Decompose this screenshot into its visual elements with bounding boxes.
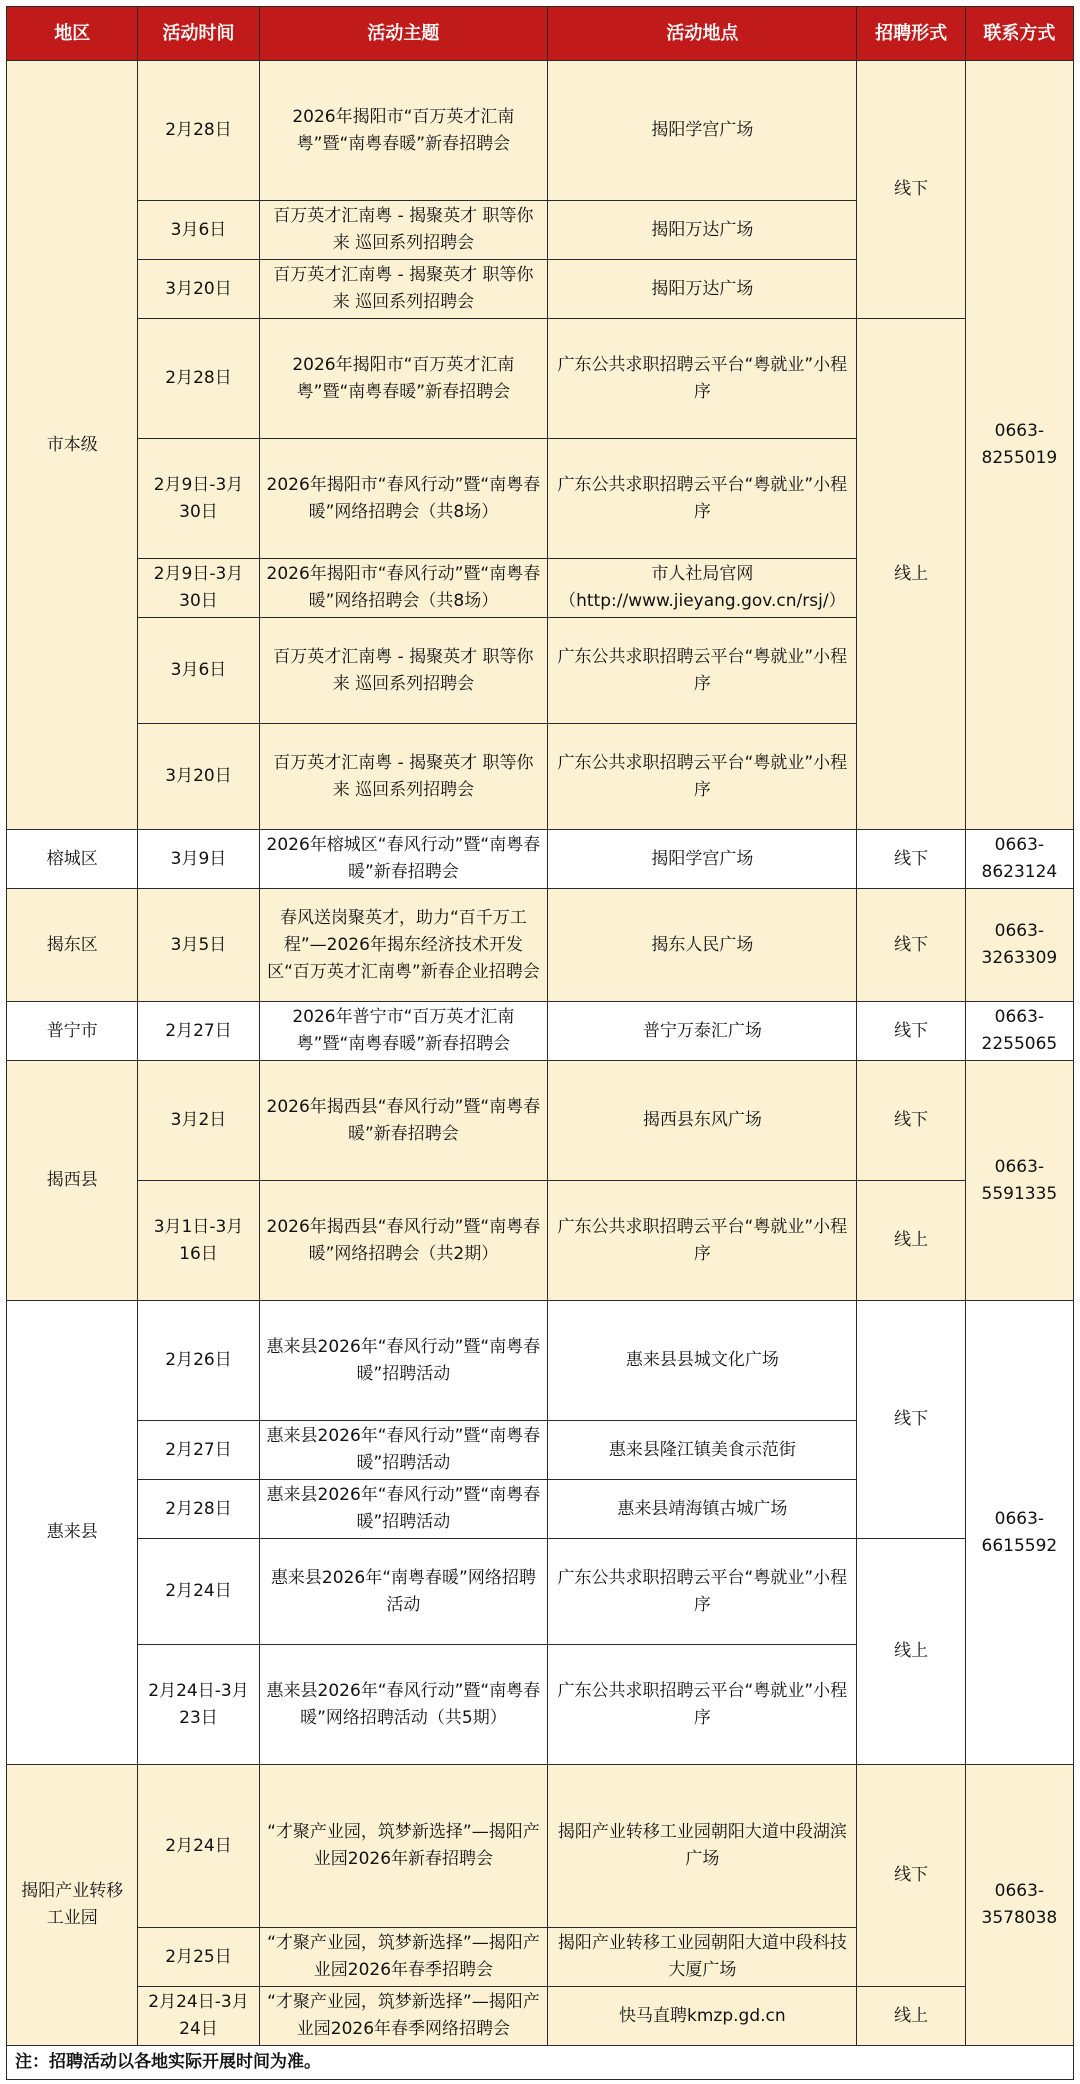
topic-cell: 惠来县2026年“春风行动”暨“南粤春暖”招聘活动 (259, 1301, 548, 1421)
region-cell: 惠来县 (7, 1301, 138, 1765)
date-cell: 2月27日 (138, 1002, 259, 1061)
date-cell: 3月20日 (138, 260, 259, 319)
topic-cell: 2026年揭西县“春风行动”暨“南粤春暖”新春招聘会 (259, 1061, 548, 1181)
mode-cell: 线下 (857, 1301, 965, 1539)
table-row (7, 830, 1074, 889)
region-cell: 市本级 (7, 61, 138, 830)
date-cell: 2月9日-3月30日 (138, 439, 259, 559)
topic-cell: “才聚产业园，筑梦新选择”—揭阳产业园2026年春季招聘会 (259, 1928, 548, 1987)
recruitment-table (6, 6, 1074, 2046)
topic-cell: 2026年揭阳市“春风行动”暨“南粤春暖”网络招聘会（共8场） (259, 559, 548, 618)
topic-cell: 2026年揭西县“春风行动”暨“南粤春暖”网络招聘会（共2期） (259, 1181, 548, 1301)
date-cell: 3月9日 (138, 830, 259, 889)
topic-cell: 百万英才汇南粤 - 揭聚英才 职等你来 巡回系列招聘会 (259, 260, 548, 319)
venue-cell: 揭东人民广场 (548, 889, 857, 1002)
contact-cell: 0663-2255065 (965, 1002, 1073, 1061)
table-row (7, 1002, 1074, 1061)
topic-cell: 2026年揭阳市“春风行动”暨“南粤春暖”网络招聘会（共8场） (259, 439, 548, 559)
topic-cell: “才聚产业园，筑梦新选择”—揭阳产业园2026年新春招聘会 (259, 1765, 548, 1928)
date-cell: 2月25日 (138, 1928, 259, 1987)
table-row (7, 1301, 1074, 1421)
date-cell: 3月6日 (138, 618, 259, 724)
topic-cell: 惠来县2026年“南粤春暖”网络招聘活动 (259, 1539, 548, 1645)
date-cell: 2月28日 (138, 61, 259, 201)
topic-cell: 惠来县2026年“春风行动”暨“南粤春暖”招聘活动 (259, 1421, 548, 1480)
region-cell: 揭西县 (7, 1061, 138, 1301)
date-cell: 2月9日-3月30日 (138, 559, 259, 618)
venue-cell: 广东公共求职招聘云平台“粤就业”小程序 (548, 618, 857, 724)
contact-cell: 0663-8623124 (965, 830, 1073, 889)
venue-cell: 揭西县东风广场 (548, 1061, 857, 1181)
mode-cell: 线上 (857, 1181, 965, 1301)
topic-cell: 2026年榕城区“春风行动”暨“南粤春暖”新春招聘会 (259, 830, 548, 889)
contact-cell: 0663-3578038 (965, 1765, 1073, 2046)
venue-cell: 快马直聘kmzp.gd.cn (548, 1987, 857, 2046)
venue-cell: 惠来县县城文化广场 (548, 1301, 857, 1421)
venue-cell: 广东公共求职招聘云平台“粤就业”小程序 (548, 439, 857, 559)
date-cell: 3月6日 (138, 201, 259, 260)
header-contact: 联系方式 (965, 7, 1073, 61)
venue-cell: 惠来县隆江镇美食示范街 (548, 1421, 857, 1480)
venue-cell: 惠来县靖海镇古城广场 (548, 1480, 857, 1539)
venue-cell: 市人社局官网（http://www.jieyang.gov.cn/rsj/） (548, 559, 857, 618)
mode-cell: 线上 (857, 1539, 965, 1765)
table-row (7, 889, 1074, 1002)
date-cell: 2月27日 (138, 1421, 259, 1480)
topic-cell: 百万英才汇南粤 - 揭聚英才 职等你来 巡回系列招聘会 (259, 724, 548, 830)
venue-cell: 揭阳学宫广场 (548, 830, 857, 889)
date-cell: 2月28日 (138, 319, 259, 439)
date-cell: 2月24日 (138, 1539, 259, 1645)
region-cell: 榕城区 (7, 830, 138, 889)
region-cell: 普宁市 (7, 1002, 138, 1061)
mode-cell: 线下 (857, 1061, 965, 1181)
venue-cell: 广东公共求职招聘云平台“粤就业”小程序 (548, 724, 857, 830)
topic-cell: 百万英才汇南粤 - 揭聚英才 职等你来 巡回系列招聘会 (259, 201, 548, 260)
venue-cell: 揭阳万达广场 (548, 260, 857, 319)
region-cell: 揭东区 (7, 889, 138, 1002)
table-row (7, 1765, 1074, 1928)
date-cell: 2月26日 (138, 1301, 259, 1421)
topic-cell: 2026年揭阳市“百万英才汇南粤”暨“南粤春暖”新春招聘会 (259, 319, 548, 439)
topic-cell: “才聚产业园，筑梦新选择”—揭阳产业园2026年春季网络招聘会 (259, 1987, 548, 2046)
table-row (7, 61, 1074, 201)
mode-cell: 线下 (857, 1002, 965, 1061)
header-row (7, 7, 1074, 61)
venue-cell: 广东公共求职招聘云平台“粤就业”小程序 (548, 1539, 857, 1645)
header-region: 地区 (7, 7, 138, 61)
contact-cell: 0663-3263309 (965, 889, 1073, 1002)
table-row (7, 1539, 1074, 1645)
venue-cell: 广东公共求职招聘云平台“粤就业”小程序 (548, 1181, 857, 1301)
header-mode: 招聘形式 (857, 7, 965, 61)
table-row (7, 1061, 1074, 1181)
venue-cell: 揭阳产业转移工业园朝阳大道中段科技大厦广场 (548, 1928, 857, 1987)
region-cell: 揭阳产业转移工业园 (7, 1765, 138, 2046)
table-row (7, 319, 1074, 439)
date-cell: 2月24日-3月23日 (138, 1645, 259, 1765)
table-row (7, 1987, 1074, 2046)
mode-cell: 线下 (857, 61, 965, 319)
topic-cell: 惠来县2026年“春风行动”暨“南粤春暖”招聘活动 (259, 1480, 548, 1539)
table-row (7, 1181, 1074, 1301)
contact-cell: 0663-5591335 (965, 1061, 1073, 1301)
venue-cell: 广东公共求职招聘云平台“粤就业”小程序 (548, 1645, 857, 1765)
topic-cell: 2026年揭阳市“百万英才汇南粤”暨“南粤春暖”新春招聘会 (259, 61, 548, 201)
date-cell: 3月2日 (138, 1061, 259, 1181)
mode-cell: 线下 (857, 889, 965, 1002)
mode-cell: 线下 (857, 1765, 965, 1987)
venue-cell: 揭阳学宫广场 (548, 61, 857, 201)
header-topic: 活动主题 (259, 7, 548, 61)
date-cell: 2月28日 (138, 1480, 259, 1539)
topic-cell: 春风送岗聚英才，助力“百千万工程”—2026年揭东经济技术开发区“百万英才汇南粤”新春企业招聘会 (259, 889, 548, 1002)
recruitment-schedule (6, 6, 1074, 2080)
contact-cell: 0663-6615592 (965, 1301, 1073, 1765)
contact-cell: 0663-8255019 (965, 61, 1073, 830)
mode-cell: 线上 (857, 319, 965, 830)
venue-cell: 广东公共求职招聘云平台“粤就业”小程序 (548, 319, 857, 439)
date-cell: 3月1日-3月16日 (138, 1181, 259, 1301)
date-cell: 3月5日 (138, 889, 259, 1002)
topic-cell: 2026年普宁市“百万英才汇南粤”暨“南粤春暖”新春招聘会 (259, 1002, 548, 1061)
date-cell: 3月20日 (138, 724, 259, 830)
venue-cell: 普宁万泰汇广场 (548, 1002, 857, 1061)
topic-cell: 百万英才汇南粤 - 揭聚英才 职等你来 巡回系列招聘会 (259, 618, 548, 724)
date-cell: 2月24日-3月24日 (138, 1987, 259, 2046)
footnote: 注：招聘活动以各地实际开展时间为准。 (6, 2046, 1074, 2080)
mode-cell: 线上 (857, 1987, 965, 2046)
venue-cell: 揭阳万达广场 (548, 201, 857, 260)
mode-cell: 线下 (857, 830, 965, 889)
header-date: 活动时间 (138, 7, 259, 61)
topic-cell: 惠来县2026年“春风行动”暨“南粤春暖”网络招聘活动（共5期） (259, 1645, 548, 1765)
venue-cell: 揭阳产业转移工业园朝阳大道中段湖滨广场 (548, 1765, 857, 1928)
date-cell: 2月24日 (138, 1765, 259, 1928)
header-venue: 活动地点 (548, 7, 857, 61)
